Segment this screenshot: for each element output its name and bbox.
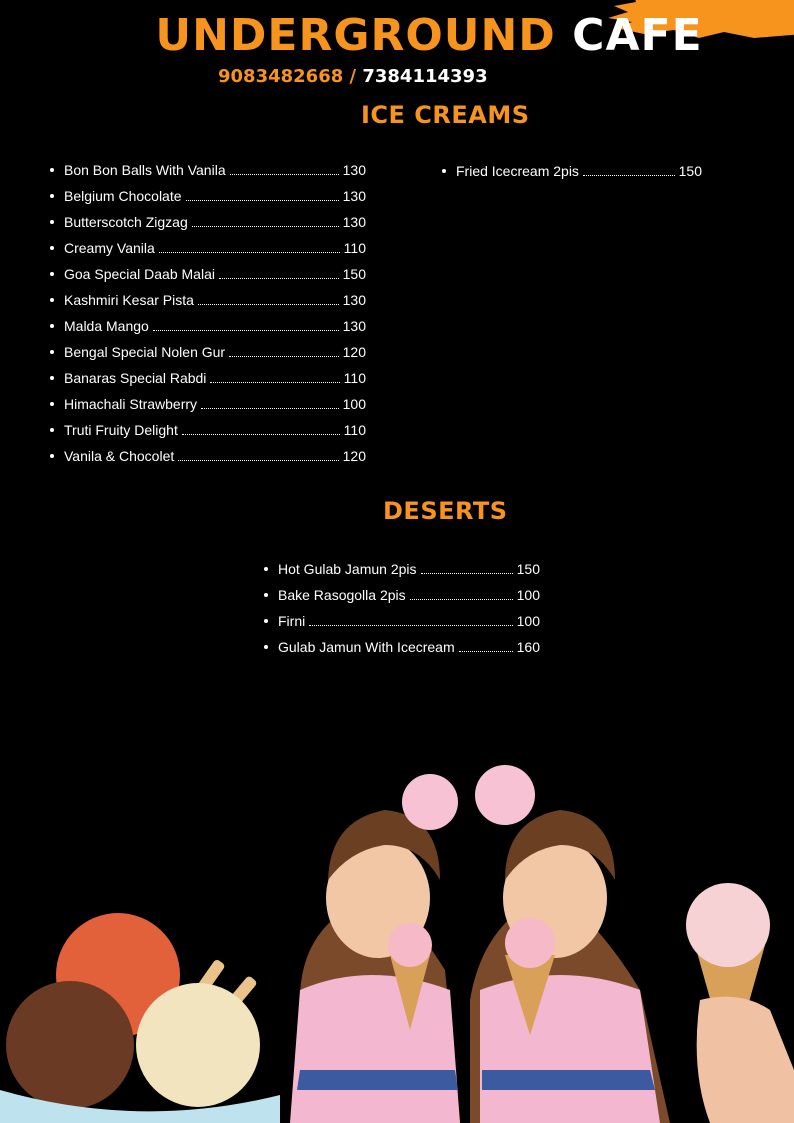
menu-item	[50, 157, 366, 183]
phone-1: 9083482668	[218, 66, 344, 87]
cafe-title	[0, 10, 794, 62]
menu-item-name: Bengal Special Nolen Gur	[64, 344, 226, 360]
menu-item-price: 130	[342, 188, 366, 204]
menu-item-name: Belgium Chocolate	[64, 188, 182, 204]
deserts-list	[264, 556, 540, 660]
menu-item-price: 110	[343, 370, 366, 386]
menu-item-name: Truti Fruity Delight	[64, 422, 178, 438]
dot-leader	[210, 382, 339, 383]
menu-item	[50, 313, 366, 339]
menu-item	[264, 582, 540, 608]
menu-item-price: 150	[516, 561, 540, 577]
menu-item-name: Firni	[278, 613, 306, 629]
menu-item	[50, 417, 366, 443]
menu-item-price: 130	[342, 292, 366, 308]
dot-leader	[583, 175, 675, 176]
menu-item-name: Himachali Strawberry	[64, 396, 198, 412]
menu-item-price: 110	[343, 422, 366, 438]
dot-leader	[159, 252, 340, 253]
menu-item-price: 100	[516, 613, 540, 629]
ice-creams-list-left	[50, 157, 366, 469]
deserts-heading: DESERTS	[383, 497, 508, 525]
menu-item	[50, 443, 366, 469]
menu-item	[50, 339, 366, 365]
illustrations	[0, 740, 794, 1123]
menu-item-price: 120	[342, 448, 366, 464]
menu-item-price: 130	[342, 162, 366, 178]
girls-image	[290, 765, 670, 1123]
menu-item-name: Gulab Jamun With Icecream	[278, 639, 455, 655]
menu-item-name: Butterscotch Zigzag	[64, 214, 188, 230]
ice-cream-bowl-image	[0, 913, 280, 1123]
phone-2: 7384114393	[362, 66, 488, 87]
dot-leader	[198, 304, 339, 305]
menu-item	[50, 235, 366, 261]
phone-numbers	[218, 66, 488, 87]
dot-leader	[410, 599, 513, 600]
menu-item	[50, 365, 366, 391]
dot-leader	[230, 174, 339, 175]
dot-leader	[459, 651, 513, 652]
cafe-title-part1: UNDERGROUND	[155, 10, 556, 61]
menu-item	[264, 608, 540, 634]
menu-item-name: Malda Mango	[64, 318, 149, 334]
dot-leader	[192, 226, 339, 227]
menu-item	[50, 209, 366, 235]
menu-item	[50, 183, 366, 209]
cafe-title-part2: CAFE	[572, 10, 703, 61]
menu-item-price: 100	[516, 587, 540, 603]
dot-leader	[153, 330, 339, 331]
menu-item-name: Goa Special Daab Malai	[64, 266, 215, 282]
menu-item	[264, 556, 540, 582]
menu-item-price: 150	[678, 163, 702, 179]
menu-item-name: Bon Bon Balls With Vanila	[64, 162, 226, 178]
menu-item-price: 160	[516, 639, 540, 655]
menu-item-price: 110	[343, 240, 366, 256]
menu-item-name: Bake Rasogolla 2pis	[278, 587, 406, 603]
menu-item-price: 100	[342, 396, 366, 412]
dot-leader	[186, 200, 339, 201]
menu-item-price: 150	[342, 266, 366, 282]
dot-leader	[421, 573, 513, 574]
dot-leader	[178, 460, 338, 461]
dot-leader	[201, 408, 339, 409]
hand-cone-image	[686, 883, 794, 1123]
menu-item	[50, 391, 366, 417]
dot-leader	[309, 625, 512, 626]
menu-item-price: 120	[342, 344, 366, 360]
menu-item	[442, 158, 702, 184]
menu-item	[50, 261, 366, 287]
ice-creams-list-right	[442, 158, 702, 184]
ice-creams-heading: ICE CREAMS	[361, 101, 530, 129]
dot-leader	[182, 434, 340, 435]
phone-separator: /	[343, 66, 363, 87]
menu-item	[264, 634, 540, 660]
menu-item-price: 130	[342, 318, 366, 334]
menu-item-name: Banaras Special Rabdi	[64, 370, 207, 386]
menu-item	[50, 287, 366, 313]
menu-item-price: 130	[342, 214, 366, 230]
dot-leader	[229, 356, 339, 357]
dot-leader	[219, 278, 339, 279]
menu-item-name: Kashmiri Kesar Pista	[64, 292, 194, 308]
menu-item-name: Vanila & Chocolet	[64, 448, 175, 464]
menu-item-name: Fried Icecream 2pis	[456, 163, 579, 179]
menu-item-name: Hot Gulab Jamun 2pis	[278, 561, 417, 577]
menu-item-name: Creamy Vanila	[64, 240, 155, 256]
